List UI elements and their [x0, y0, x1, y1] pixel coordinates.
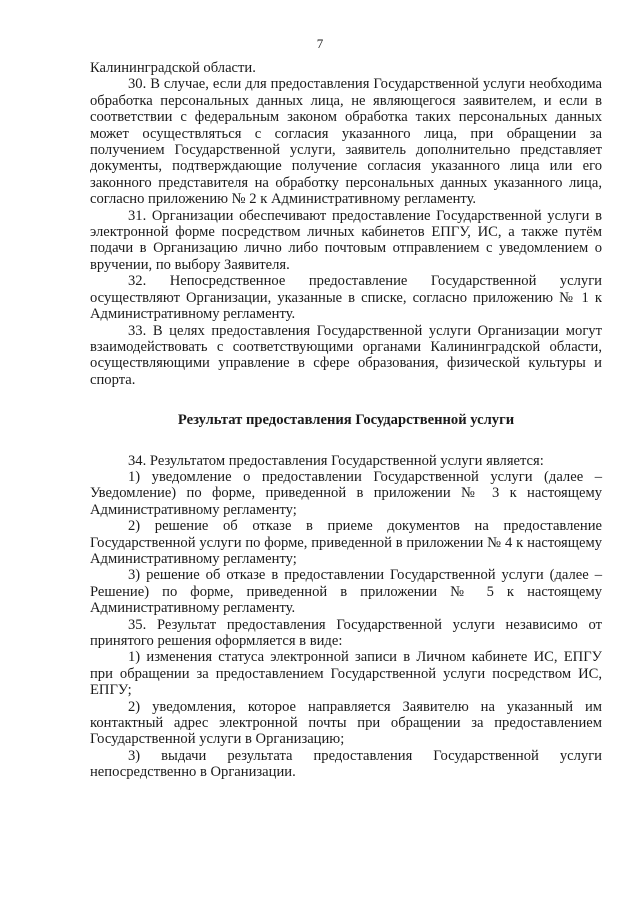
paragraph-34-item-2: 2) решение об отказе в приеме документов на предоставление Государственной услуги по форме, приведенной в приложении № 4 к настоящему Административному регламенту; [90, 518, 602, 567]
paragraph-34: 34. Результатом предоставления Государственной услуги является: [128, 452, 544, 469]
paragraph-35: 35. Результат предоставления Государственной услуги независимо от принятого решения оформляется в виде: [90, 616, 602, 649]
paragraph-31: 31. Организации обеспечивают предоставление Государственной услуги в электронной форме посредством личных кабинетов ЕПГУ, ИС, а также путём подачи в Организацию лично либо почтовым отправлением с уведомлением о вручении, по выбору Заявителя. [90, 207, 602, 273]
page-number: 7 [316, 36, 324, 51]
paragraph-34-item-1: 1) уведомление о предоставлении Государственной услуги (далее – Уведомление) по форме, приведенной в приложении № 3 к настоящему Административному регламенту; [90, 468, 602, 518]
paragraph-34-item-3: 3) решение об отказе в предоставлении Государственной услуги (далее – Решение) по форме, приведенной в приложении № 5 к настоящему Административному регламенту. [90, 567, 602, 617]
paragraph-continuation: Калининградской области. [90, 60, 256, 76]
paragraph-35-item-3: 3) выдачи результата предоставления Государственной услуги непосредственно в Организации. [90, 747, 602, 781]
paragraph-35-item-2: 2) уведомления, которое направляется Заявителю на указанный им контактный адрес электронной почты при обращении за предоставлением Государственной услуги в Организацию; [90, 698, 602, 748]
paragraph-32: 32. Непосредственное предоставление Государственной услуги осуществляют Организации, указанные в списке, согласно приложению № 1 к Административному регламенту. [90, 273, 602, 323]
paragraph-30: 30. В случае, если для предоставления Государственной услуги необходима обработка персональных данных лица, не являющегося заявителем, и если в соответствии с федеральным законом обработка таких персональных данных может осуществляться с согласия указанного лица, при обращении за получением Государственной услуги, заявитель дополнительно представляет документы, подтверждающие получение согласия указанного лица или его законного представителя на обработку персональных данных указанного лица, согласно приложению № 2 к Административному регламенту. [90, 76, 602, 208]
document-body [90, 60, 602, 781]
section-heading: Результат предоставления Государственной услуги [177, 412, 515, 429]
paragraph-35-item-1: 1) изменения статуса электронной записи в Личном кабинете ИС, ЕПГУ при обращении за предоставлением Государственной услуги посредством ИС, ЕПГУ; [90, 649, 602, 699]
paragraph-33: 33. В целях предоставления Государственной услуги Организации могут взаимодействовать с соответствующими органами Калининградской области, осуществляющими управление в сфере образования, физической культуры и спорта. [90, 322, 602, 388]
